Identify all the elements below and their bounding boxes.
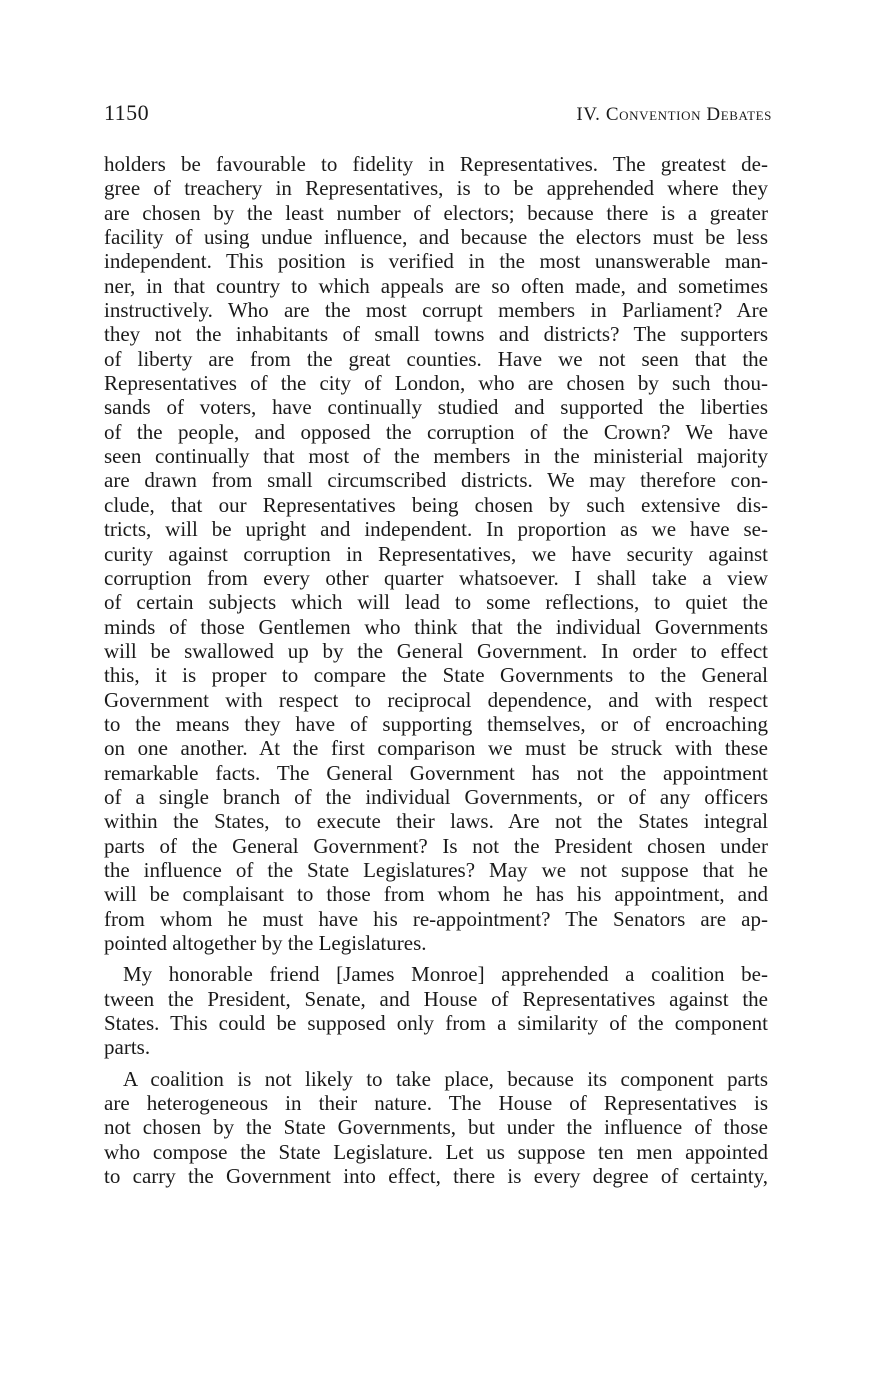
text-line: parts.	[104, 1035, 151, 1060]
text-line: independent. This position is verified in the most unanswerable man-	[104, 249, 768, 274]
text-line: this, it is proper to compare the State Governments to the General	[104, 663, 768, 688]
text-line: curity against corruption in Representatives, we have security against	[104, 541, 768, 566]
text-line: they not the inhabitants of small towns and districts? The supporters	[104, 322, 768, 347]
text-line: will be complaisant to those from whom he has his appointment, and	[104, 882, 768, 907]
text-line: States. This could be supposed only from a similarity of the component	[104, 1011, 768, 1036]
body-text	[104, 152, 768, 1188]
text-line: parts of the General Government? Is not the President chosen under	[104, 833, 768, 858]
text-line: within the States, to execute their laws. Are not the States integral	[104, 809, 768, 834]
text-line: A coalition is not likely to take place, because its component parts	[123, 1066, 768, 1091]
text-line: are drawn from small circumscribed districts. We may therefore con-	[104, 468, 768, 493]
text-line: facility of using undue influence, and because the electors must be less	[104, 225, 768, 250]
page-number: 1150	[104, 100, 150, 125]
text-line: are heterogeneous in their nature. The House of Representatives is	[104, 1091, 768, 1116]
text-line: of certain subjects which will lead to some reflections, to quiet the	[104, 590, 768, 615]
running-head: IV. Convention Debates	[576, 104, 772, 125]
text-line: of liberty are from the great counties. Have we not seen that the	[104, 346, 768, 371]
text-line: to the means they have of supporting themselves, or of encroaching	[104, 711, 768, 736]
text-line: who compose the State Legislature. Let us suppose ten men appointed	[104, 1139, 768, 1164]
text-line: not chosen by the State Governments, but under the influence of those	[104, 1115, 768, 1140]
text-line: sands of voters, have continually studied and supported the liberties	[104, 395, 768, 420]
text-line: My honorable friend [James Monroe] apprehended a coalition be-	[123, 962, 768, 987]
text-line: pointed altogether by the Legislatures.	[104, 931, 427, 955]
paragraph-gap	[104, 955, 768, 962]
text-line: holders be favourable to fidelity in Representatives. The greatest de-	[104, 152, 768, 176]
text-line: instructively. Who are the most corrupt members in Parliament? Are	[104, 298, 768, 323]
text-line: will be swallowed up by the General Government. In order to effect	[104, 638, 768, 663]
page-header	[104, 100, 772, 134]
text-line: clude, that our Representatives being chosen by such extensive dis-	[104, 492, 768, 517]
text-line: minds of those Gentlemen who think that the individual Governments	[104, 614, 768, 639]
text-line: ner, in that country to which appeals are so often made, and sometimes	[104, 273, 768, 298]
text-line: from whom he must have his re-appointment? The Senators are ap-	[104, 906, 768, 931]
paragraph	[104, 962, 768, 1059]
text-line: to carry the Government into effect, there is every degree of certainty,	[104, 1164, 768, 1189]
text-line: of a single branch of the individual Governments, or of any officers	[104, 784, 768, 809]
text-line: corruption from every other quarter whatsoever. I shall take a view	[104, 565, 768, 590]
text-line: remarkable facts. The General Government has not the appointment	[104, 760, 768, 785]
text-line: tricts, will be upright and independent. In proportion as we have se-	[104, 517, 768, 542]
paragraph	[104, 152, 768, 955]
text-line: Government with respect to reciprocal dependence, and with respect	[104, 687, 768, 712]
text-line: seen continually that most of the members in the ministerial majority	[104, 444, 768, 469]
text-line: tween the President, Senate, and House of Representatives against the	[104, 986, 768, 1011]
text-line: on one another. At the first comparison we must be struck with these	[104, 736, 768, 761]
text-line: Representatives of the city of London, who are chosen by such thou-	[104, 371, 768, 396]
paragraph	[104, 1067, 768, 1189]
text-line: the influence of the State Legislatures? May we not suppose that he	[104, 857, 768, 882]
text-line: are chosen by the least number of electors; because there is a greater	[104, 200, 768, 225]
text-line: gree of treachery in Representatives, is to be apprehended where they	[104, 176, 768, 201]
text-line: of the people, and opposed the corruption of the Crown? We have	[104, 419, 768, 444]
paragraph-gap	[104, 1060, 768, 1067]
